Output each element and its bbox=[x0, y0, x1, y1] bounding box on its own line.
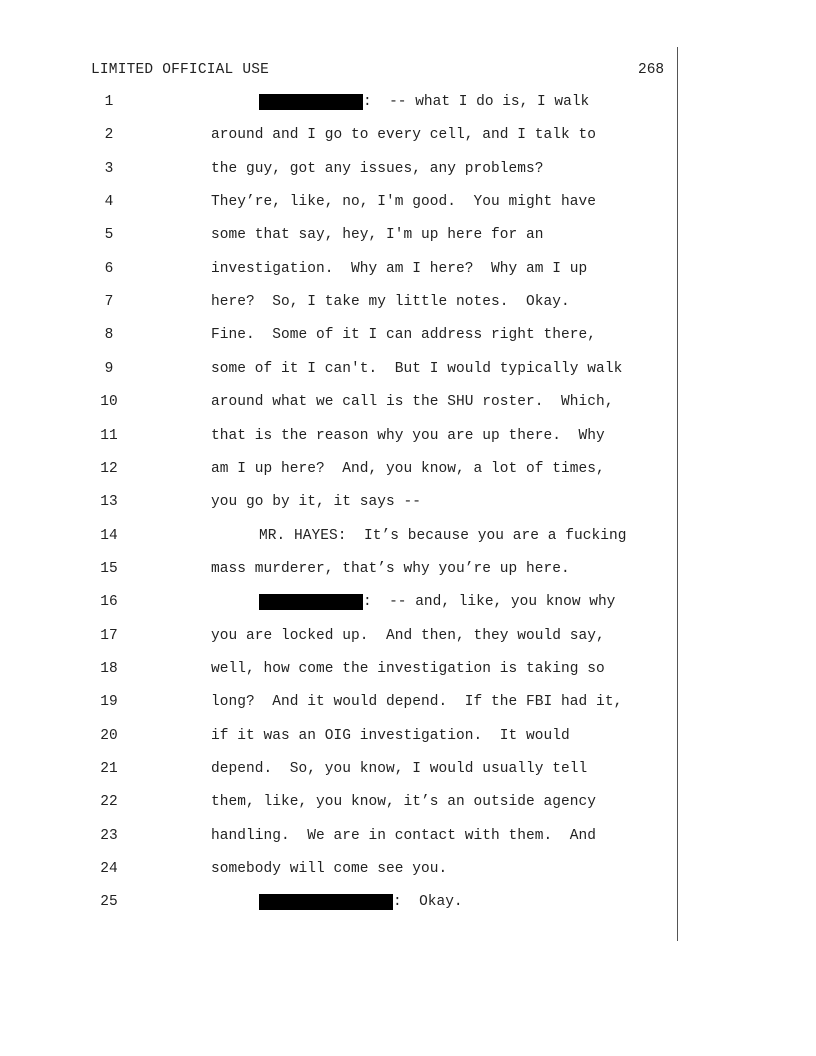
line-text: depend. So, you know, I would usually tell bbox=[211, 761, 588, 777]
line-text: around what we call is the SHU roster. Which, bbox=[211, 394, 614, 411]
transcript-line bbox=[0, 428, 676, 448]
line-number: 22 bbox=[100, 794, 118, 811]
line-number: 18 bbox=[100, 660, 118, 677]
transcript-line bbox=[0, 794, 676, 814]
line-number: 25 bbox=[100, 894, 118, 911]
right-margin-rule bbox=[677, 47, 678, 941]
page-number: 268 bbox=[638, 62, 665, 78]
transcript-line bbox=[0, 327, 676, 347]
transcript-line bbox=[0, 694, 676, 714]
redaction-bar bbox=[259, 94, 363, 110]
line-text: if it was an OIG investigation. It would bbox=[211, 727, 570, 744]
line-number: 14 bbox=[100, 527, 118, 544]
speaker-line bbox=[259, 894, 463, 910]
transcript-line bbox=[0, 161, 676, 181]
transcript-line bbox=[0, 94, 676, 114]
line-number: 20 bbox=[100, 727, 118, 744]
line-text: that is the reason why you are up there. Why bbox=[211, 427, 605, 444]
line-text: here? So, I take my little notes. Okay. bbox=[211, 294, 570, 311]
line-number: 9 bbox=[104, 360, 114, 377]
line-number: 23 bbox=[100, 827, 118, 844]
line-number: 21 bbox=[100, 761, 118, 777]
speaker-line bbox=[259, 94, 589, 110]
line-number: 12 bbox=[100, 460, 118, 477]
transcript-line bbox=[0, 494, 676, 514]
line-number: 3 bbox=[104, 160, 114, 177]
line-text: investigation. Why am I here? Why am I up bbox=[211, 260, 588, 277]
line-number: 19 bbox=[100, 694, 118, 711]
line-number: 24 bbox=[100, 861, 118, 878]
line-number: 8 bbox=[104, 327, 114, 344]
line-text: some that say, hey, I'm up here for an bbox=[211, 227, 544, 244]
transcript-line bbox=[0, 294, 676, 314]
transcript-line bbox=[0, 394, 676, 414]
transcript-line bbox=[0, 861, 676, 881]
line-number: 15 bbox=[100, 560, 118, 577]
redaction-bar bbox=[259, 594, 363, 610]
transcript-line bbox=[0, 127, 676, 147]
redaction-bar bbox=[259, 894, 393, 910]
line-number: 11 bbox=[100, 427, 118, 444]
transcript-line bbox=[0, 628, 676, 648]
line-number: 4 bbox=[104, 194, 114, 211]
line-number: 5 bbox=[104, 227, 114, 244]
line-number: 2 bbox=[104, 127, 114, 144]
transcript-line bbox=[0, 194, 676, 214]
line-text: some of it I can't. But I would typically walk bbox=[211, 360, 623, 377]
line-number: 13 bbox=[100, 494, 118, 511]
transcript-line bbox=[0, 661, 676, 681]
line-number: 17 bbox=[100, 627, 118, 644]
line-text: : -- and, like, you know why bbox=[363, 594, 616, 611]
transcript-line bbox=[0, 461, 676, 481]
line-text: long? And it would depend. If the FBI had it, bbox=[211, 694, 623, 711]
line-number: 16 bbox=[100, 594, 118, 611]
transcript-line bbox=[0, 594, 676, 614]
line-text: handling. We are in contact with them. And bbox=[211, 827, 597, 844]
classification-header: LIMITED OFFICIAL USE bbox=[91, 62, 270, 78]
line-text: mass murderer, that’s why you’re up here. bbox=[211, 560, 570, 577]
transcript-line bbox=[0, 227, 676, 247]
transcript-line bbox=[0, 894, 676, 914]
line-number: 1 bbox=[104, 94, 114, 110]
line-text: : Okay. bbox=[393, 894, 463, 911]
line-text: MR. HAYES: It’s because you are a fucking bbox=[259, 527, 627, 544]
line-text: : -- what I do is, I walk bbox=[363, 94, 590, 110]
line-text: around and I go to every cell, and I talk to bbox=[211, 127, 597, 144]
transcript-line bbox=[0, 761, 676, 781]
transcript-line bbox=[0, 828, 676, 848]
line-text: you are locked up. And then, they would say, bbox=[211, 627, 605, 644]
line-text: am I up here? And, you know, a lot of times, bbox=[211, 460, 605, 477]
transcript-line bbox=[0, 361, 676, 381]
line-text: somebody will come see you. bbox=[211, 861, 448, 878]
line-text: well, how come the investigation is taking so bbox=[211, 660, 605, 677]
transcript-line bbox=[0, 561, 676, 581]
line-number: 10 bbox=[100, 394, 118, 411]
line-number: 6 bbox=[104, 260, 114, 277]
line-number: 7 bbox=[104, 294, 114, 311]
line-text: Fine. Some of it I can address right there, bbox=[211, 327, 597, 344]
transcript-line bbox=[0, 261, 676, 281]
line-text: They’re, like, no, I'm good. You might have bbox=[211, 194, 597, 211]
line-text: them, like, you know, it’s an outside agency bbox=[211, 794, 597, 811]
line-text: you go by it, it says -- bbox=[211, 494, 422, 511]
speaker-line bbox=[259, 594, 615, 610]
transcript-line bbox=[0, 528, 676, 548]
transcript-line bbox=[0, 728, 676, 748]
line-text: the guy, got any issues, any problems? bbox=[211, 160, 544, 177]
